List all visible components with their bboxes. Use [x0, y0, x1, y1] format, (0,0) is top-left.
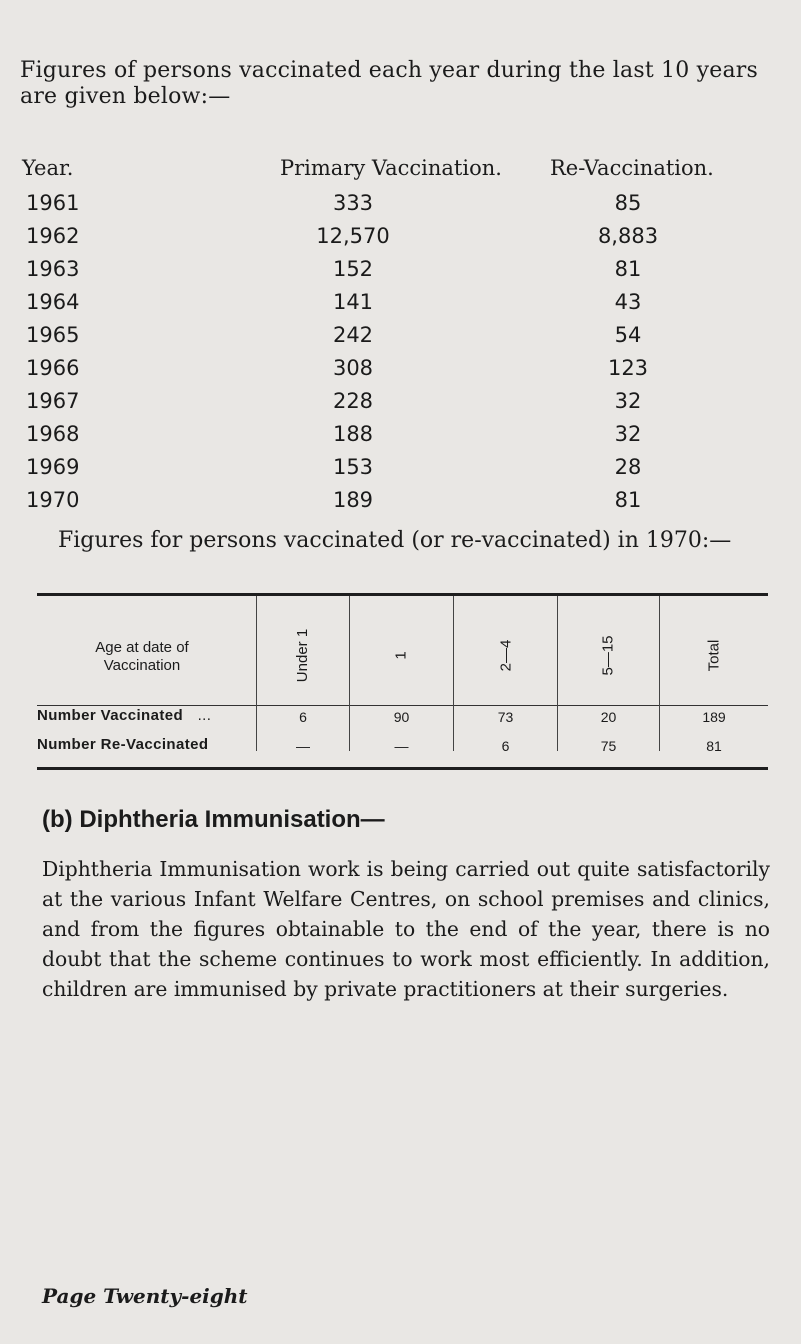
primary-cell: 189 — [332, 488, 374, 512]
page-footer: Page Twenty-eight — [42, 1284, 248, 1308]
year-cell: 1962 — [26, 224, 80, 248]
year-cell: 1968 — [26, 422, 80, 446]
primary-cell: 333 — [332, 191, 374, 215]
table-row — [18, 488, 788, 521]
column-header-year: Year. — [22, 156, 74, 180]
column-header-text: Under 1 — [294, 628, 312, 683]
section-body: Diphtheria Immunisation work is being carried out quite satisfactorily at the various Infant Welfare Centres, on school premises and clinics, and from the figures obtainable to the end of the year, there is no doubt that the scheme continues to work most efficiently. In addition, children are immunised by private practitioners at their surgeries. — [42, 857, 770, 1001]
revaccination-cell: 54 — [614, 323, 642, 347]
year-cell: 1970 — [26, 488, 80, 512]
table-bottom-rule — [37, 767, 768, 770]
primary-cell: 152 — [332, 257, 374, 281]
primary-cell: 188 — [332, 422, 374, 446]
table-cell: 189 — [702, 709, 726, 725]
primary-cell: 12,570 — [316, 224, 390, 248]
table-cell: 20 — [600, 709, 617, 725]
table-row — [18, 323, 788, 356]
table-row — [18, 191, 788, 224]
revaccination-cell: 28 — [614, 455, 642, 479]
table-row — [18, 356, 788, 389]
row-label-text: Number Vaccinated — [37, 707, 184, 724]
revaccination-cell: 85 — [614, 191, 642, 215]
row-label-number-vaccinated — [37, 707, 211, 724]
revaccination-cell: 81 — [614, 488, 642, 512]
leader-dots: ... — [197, 707, 212, 724]
column-header-age-1 — [350, 613, 453, 698]
primary-cell: 228 — [332, 389, 374, 413]
column-header-text: 5—15 — [600, 635, 617, 676]
primary-cell: 153 — [332, 455, 374, 479]
table-cell: — — [296, 738, 310, 754]
age-group-table — [37, 593, 768, 770]
year-cell: 1966 — [26, 356, 80, 380]
primary-cell: 242 — [332, 323, 374, 347]
table-cell: 6 — [299, 709, 307, 725]
primary-cell: 141 — [332, 290, 374, 314]
table-row — [18, 455, 788, 488]
revaccination-cell: 43 — [614, 290, 642, 314]
column-header-primary: Primary Vaccination. — [280, 156, 502, 180]
year-cell: 1969 — [26, 455, 80, 479]
column-header-revaccination: Re-Vaccination. — [550, 156, 714, 180]
table-cell: 6 — [501, 738, 510, 754]
table-row — [18, 389, 788, 422]
table-header-row — [18, 158, 788, 191]
revaccination-cell: 123 — [607, 356, 649, 380]
table-cell: — — [394, 738, 409, 754]
column-header-under-1 — [257, 613, 349, 698]
row-label-text: Number Re-Vaccinated — [37, 736, 209, 753]
table-cell: 90 — [393, 709, 410, 725]
vaccination-by-year-table — [18, 158, 788, 521]
table-row — [18, 224, 788, 257]
table-row — [18, 422, 788, 455]
revaccination-cell: 32 — [614, 389, 642, 413]
intro-text: Figures of persons vaccinated each year during the last 10 years are given below:— — [20, 58, 759, 109]
primary-cell: 308 — [332, 356, 374, 380]
column-header-age-5-15 — [558, 613, 659, 698]
revaccination-cell: 81 — [614, 257, 642, 281]
age-label-line2: Vaccination — [103, 657, 181, 674]
column-header-total — [660, 613, 768, 698]
table-row — [18, 290, 788, 323]
year-cell: 1965 — [26, 323, 80, 347]
table-row — [18, 257, 788, 290]
table2-caption: Figures for persons vaccinated (or re-vaccinated) in 1970:— — [58, 528, 732, 553]
revaccination-cell: 8,883 — [597, 224, 659, 248]
year-cell: 1961 — [26, 191, 80, 215]
age-label-line1: Age at date of — [95, 639, 189, 656]
table-cell: 81 — [706, 738, 722, 754]
year-cell: 1967 — [26, 389, 80, 413]
column-header-text: Total — [705, 639, 723, 672]
table-cell: 73 — [497, 709, 514, 725]
year-cell: 1964 — [26, 290, 80, 314]
year-cell: 1963 — [26, 257, 80, 281]
revaccination-cell: 32 — [614, 422, 642, 446]
table-cell: 75 — [600, 738, 617, 754]
column-header-text: 2—4 — [497, 639, 514, 672]
row-label-number-revaccinated — [37, 736, 208, 753]
column-header-text: 1 — [393, 651, 410, 660]
column-header-age-2-4 — [454, 613, 557, 698]
section-heading: (b) Diphtheria Immunisation— — [42, 806, 385, 833]
